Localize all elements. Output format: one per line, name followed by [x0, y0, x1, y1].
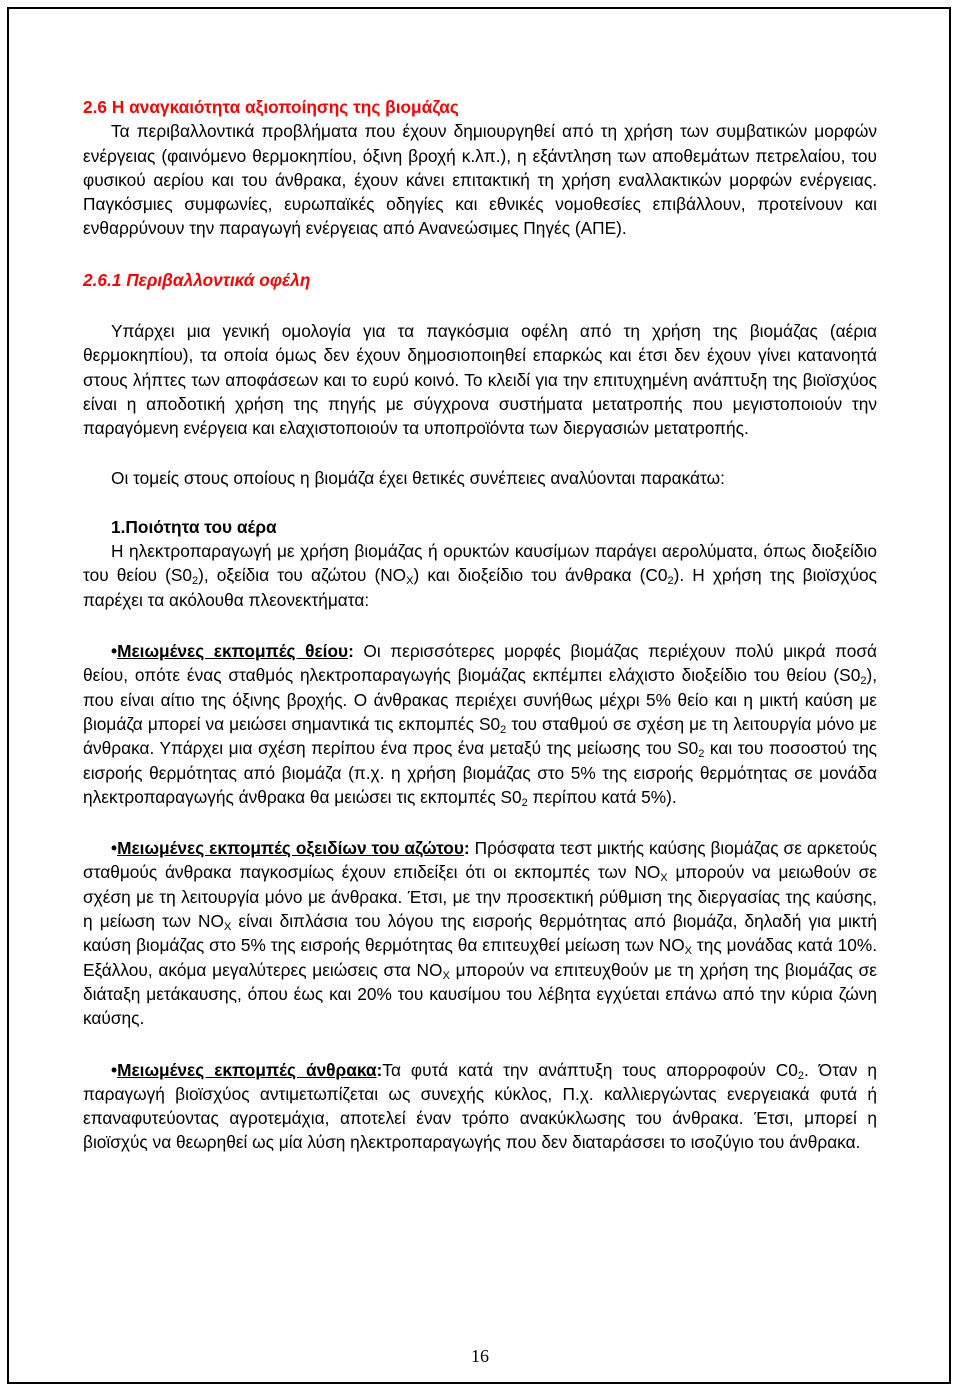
text-run: . Όταν η παραγωγή βιοϊσχύος αντιμετωπίζεται ως συνεχής κύκλος, Π.χ. καλλιεργώντας ενεργειακά φυτά ή επαναφυτεύοντας αγροτεμάχια, αποτελεί έναν τρόπο ανακύκλωσης του άνθρακα. Έτσι, μπορεί η βιοϊσχύς να θεωρηθεί ως μία λύση ηλεκτροπαραγωγής που δεν διαταράσσει το ισοζύγιο του άνθρακα. [83, 1059, 878, 1153]
text-run: Πρόσφατα τεστ μικτής καύσης βιομάζας σε αρκετούς σταθμούς άνθρακα παγκοσμίως έχουν επιδείξει ότι οι εκπομπές των NO [83, 838, 878, 883]
document-body [83, 95, 877, 1155]
subscript: 2 [191, 575, 199, 588]
text-run: της μονάδας κατά 10%. Εξάλλου, ακόμα μεγαλύτερες μειώσεις στα NO [83, 935, 877, 980]
text-run: ) και διοξείδιο του άνθρακα (C0 [413, 565, 668, 586]
intro-paragraph: Τα περιβαλλοντικά προβλήματα που έχουν δημιουργηθεί από τη χρήση των συμβατικών μορφών ενέργειας (φαινόμενο θερμοκηπίου, όξινη βροχή κ.λπ.), η εξάντληση των αποθεμάτων πετρελαίου, του φυσικού αερίου και του άνθρακα, έχουν κάνει επιτακτική τη χρήση εναλλακτικών μορφών ενέργειας. Παγκόσμιες συμφωνίες, ευρωπαϊκές οδηγίες και εθνικές νομοθεσίες επιβάλλουν, προτείνουν και ενθαρρύνουν την παραγωγή ενέργειας από Ανανεώσιμες Πηγές (ΑΠΕ). [83, 121, 877, 239]
spacer [83, 441, 877, 466]
nitrogen-heading: Μειωμένες εκπομπές οξειδίων του αζώτου [117, 838, 464, 859]
subscript: 2 [667, 575, 674, 588]
subscript: 2 [698, 748, 705, 761]
text-run: περίπου κατά 5%). [527, 786, 677, 807]
sulfur-paragraph [83, 639, 877, 809]
colon: : [463, 838, 470, 859]
carbon-paragraph [83, 1058, 877, 1155]
section-title: 2.6 Η αναγκαιότητα αξιοποίησης της βιομάζας [83, 97, 459, 117]
text-run: και του ποσοστού της εισροής θερμότητας από βιομάζα (π.χ. η χρήση βιομάζας στο 5% της εισροής θερμότητας σε μονάδα ηλεκτροπαραγωγής άνθρακα θα μειώσει τις εκπομπές S0 [83, 738, 878, 807]
subscript: X [442, 969, 450, 982]
text-run: του σταθμού σε σχέση με τη λειτουργία μόνο με άνθρακα. Υπάρχει μια σχέση περίπου ένα προς ένα μεταξύ της μείωσης του S0 [83, 713, 877, 759]
text-run: ), οξείδια του αζώτου (ΝΟ [198, 565, 407, 586]
air-quality-heading: 1.Ποιότητα του αέρα [111, 516, 277, 537]
colon: : [376, 1059, 383, 1080]
nitrogen-paragraph [83, 836, 877, 1030]
spacer [83, 809, 877, 836]
text-run: Οι περισσότερες μορφές βιομάζας περιέχουν πολύ μικρά ποσά θείου, οπότε ένας σταθμός ηλεκτροπαραγωγής βιομάζας εκπέμπει ελάχιστο διοξείδιο του θείου (S0 [83, 641, 877, 686]
air-quality-paragraph [83, 539, 877, 612]
subscript: X [660, 872, 668, 885]
bullet-marker: • [111, 641, 118, 662]
text-run: είναι διπλάσια του λόγου της εισροής θερμότητας από βιομάζα, δηλαδή για μικτή καύση βιομάζας στο 5% της εισροής θερμότητας θα επιτευχθεί μείωση των NO [83, 911, 877, 956]
sectors-paragraph: Οι τομείς στους οποίους η βιομάζα έχει θετικές συνέπειες αναλύονται παρακάτω: [111, 467, 725, 488]
spacer [83, 292, 877, 319]
spacer [83, 241, 877, 268]
bullet-marker: • [111, 1059, 118, 1080]
subscript: 2 [797, 1069, 805, 1082]
text-run: ). Η χρήση της βιοϊσχύος παρέχει τα ακόλουθα πλεονεκτήματα: [83, 565, 877, 610]
page-number: 16 [471, 1346, 489, 1366]
bullet-marker: • [111, 838, 118, 859]
colon: : [348, 641, 354, 662]
subscript: X [223, 921, 232, 934]
benefits-paragraph: Υπάρχει μια γενική ομολογία για τα παγκόσμια οφέλη από τη χρήση της βιομάζας (αέρια θερμοκηπίου), τα οποία όμως δεν έχουν δημοσιοποιηθεί επαρκώς και έτσι δεν έχουν γίνει κατανοητά στους λήπτες των αποφάσεων και το ευρύ κοινό. Το κλειδί για την επιτυχημένη ανάπτυξη της βιοϊσχύος είναι η αποδοτική χρήση της πηγής με σύγχρονα συστήματα μετατροπής που μεγιστοποιούν την παραγόμενη ενέργεια και ελαχιστοποιούν τα υποπροϊόντα των διεργασιών μετατροπής. [83, 321, 877, 439]
text-run: ), που είναι αίτιο της όξινης βροχής. Ο άνθρακας περιέχει συνήθως μέχρι 5% θείο και η μικτή καύση με βιομάζα μπορεί να μειώσει σημαντικά τις εκπομπές S0 [83, 665, 877, 734]
carbon-heading: Μειωμένες εκπομπές άνθρακα [117, 1059, 377, 1080]
subscript: X [684, 945, 692, 958]
spacer [83, 490, 877, 515]
subscript: 2 [860, 675, 867, 688]
text-run: μπορούν να μειωθούν σε σχέση με τη λειτουργία μόνο με άνθρακα. Έτσι, με την προσεκτική ρύθμιση της διεργασίας της καύσης, η μείωση των NO [83, 862, 877, 932]
subsection-title: 2.6.1 Περιβαλλοντικά οφέλη [83, 269, 311, 290]
subscript: 2 [500, 723, 507, 736]
text-run: μπορούν να επιτευχθούν με τη χρήση της βιομάζας σε διάταξη μετάκαυσης, όπου έως και 20% του καυσίμου του λέβητα εγχύεται επάνω από την κύρια ζώνη καύσης. [83, 959, 877, 1029]
sulfur-heading: Μειωμένες εκπομπές θείου [117, 641, 349, 662]
text-run: Η ηλεκτροπαραγωγή με χρήση βιομάζας ή ορυκτών καυσίμων παράγει αερολύματα, όπως διοξείδιο του θείου (S0 [83, 541, 877, 586]
spacer [83, 1031, 877, 1058]
spacer [83, 612, 877, 639]
subscript: X [406, 575, 414, 588]
subscript: 2 [521, 796, 528, 809]
text-run: Τα φυτά κατά την ανάπτυξη τους απορροφούν C0 [382, 1059, 798, 1080]
